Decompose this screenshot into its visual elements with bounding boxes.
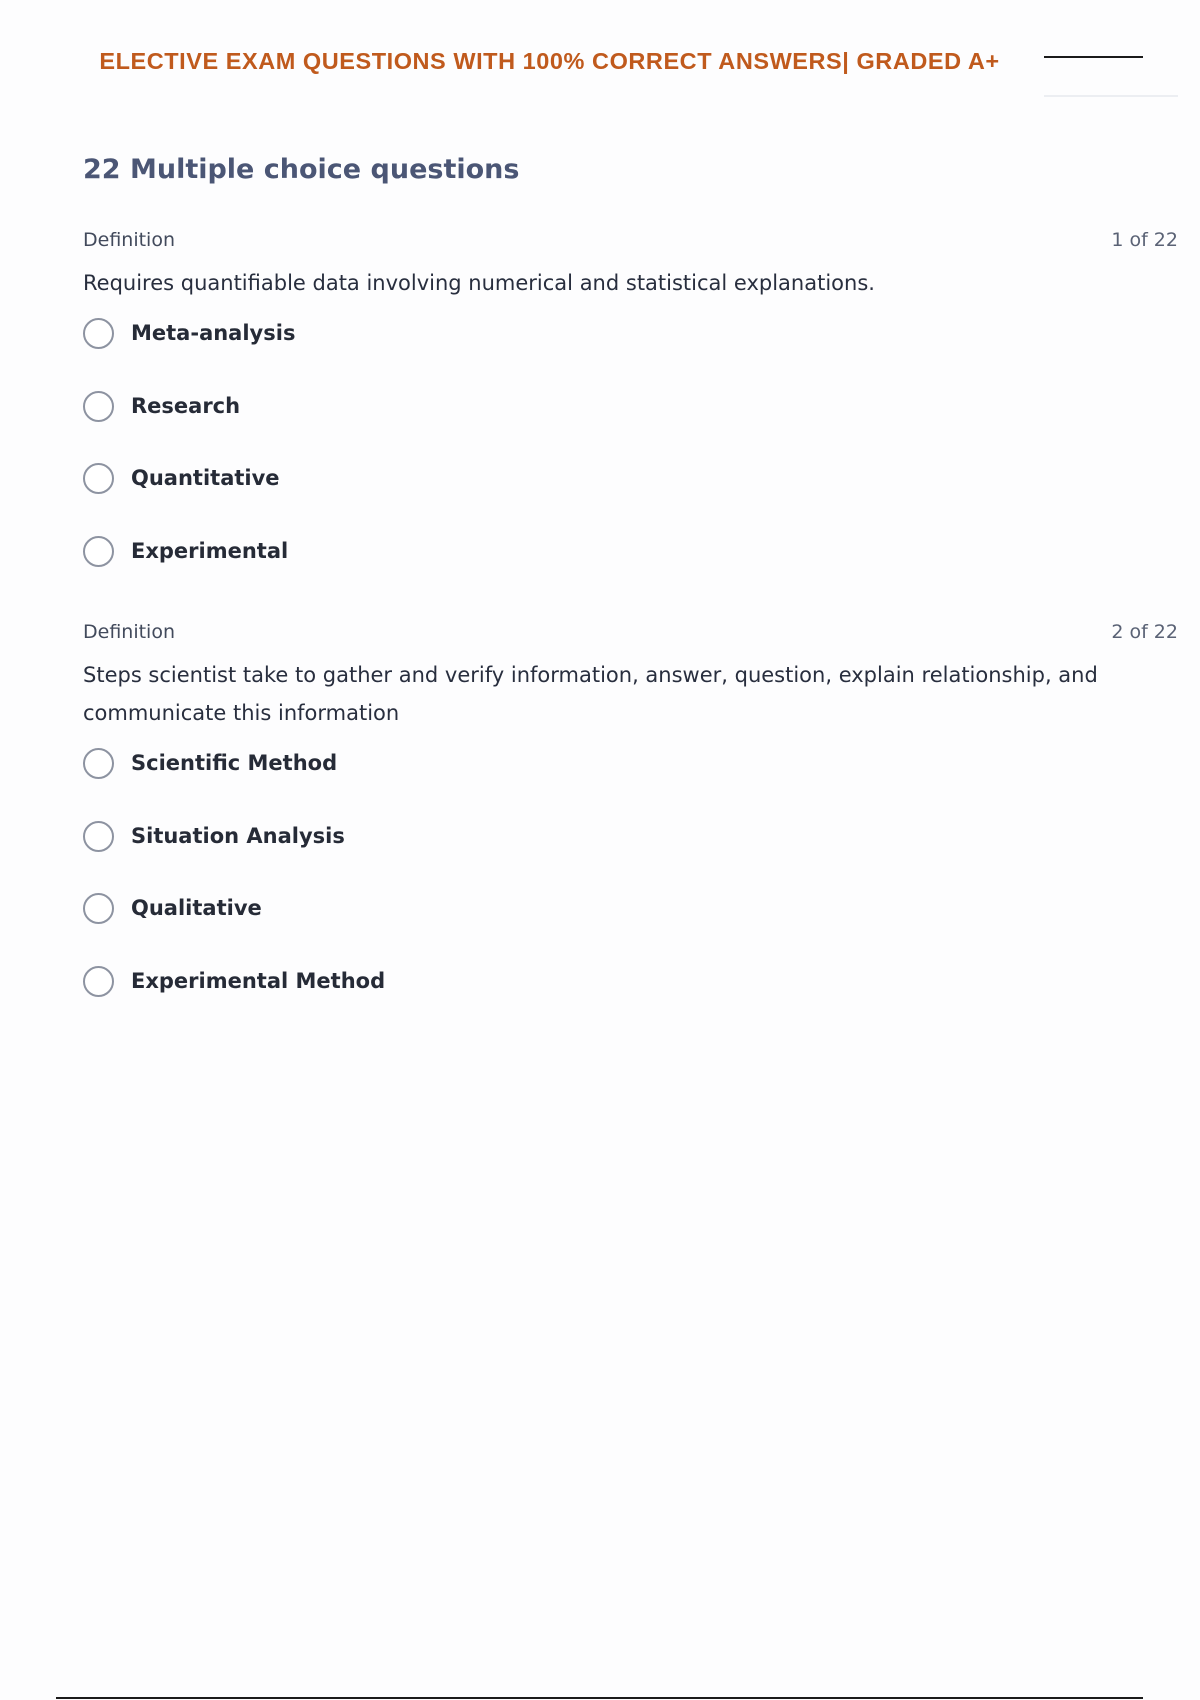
answer-option[interactable] bbox=[83, 536, 1178, 609]
answer-option[interactable] bbox=[83, 318, 1178, 391]
answer-option-label: Experimental Method bbox=[131, 969, 386, 994]
answer-option[interactable] bbox=[83, 821, 1178, 894]
answer-option-label: Experimental bbox=[131, 539, 289, 564]
answer-options bbox=[83, 318, 1178, 609]
radio-button[interactable] bbox=[83, 536, 114, 567]
question-type-label: Definition bbox=[83, 621, 176, 643]
question-meta bbox=[83, 227, 1178, 253]
radio-button[interactable] bbox=[83, 463, 114, 494]
answer-options bbox=[83, 748, 1178, 1039]
radio-button[interactable] bbox=[83, 391, 114, 422]
question-prompt: Requires quantifiable data involving numerical and statistical explanations. bbox=[83, 271, 875, 295]
question-2 bbox=[83, 619, 1178, 1039]
radio-button[interactable] bbox=[83, 966, 114, 997]
radio-button[interactable] bbox=[83, 893, 114, 924]
answer-option[interactable] bbox=[83, 966, 1178, 1039]
header-rule bbox=[1044, 56, 1143, 58]
question-1 bbox=[83, 227, 1178, 609]
question-counter: 2 of 22 bbox=[1111, 621, 1178, 643]
answer-option[interactable] bbox=[83, 391, 1178, 464]
answer-option[interactable] bbox=[83, 748, 1178, 821]
question-meta bbox=[83, 619, 1178, 645]
footer-rule bbox=[56, 1697, 1143, 1699]
answer-option-label: Situation Analysis bbox=[131, 823, 345, 848]
question-type-label: Definition bbox=[83, 229, 176, 251]
header-rule-faint bbox=[1044, 95, 1178, 97]
answer-option-label: Scientific Method bbox=[131, 751, 338, 775]
answer-option[interactable] bbox=[83, 893, 1178, 966]
answer-option[interactable] bbox=[83, 463, 1178, 536]
radio-button[interactable] bbox=[83, 318, 114, 349]
question-counter: 1 of 22 bbox=[1111, 229, 1178, 251]
answer-option-label: Qualitative bbox=[131, 896, 262, 921]
document-title: ELECTIVE EXAM QUESTIONS WITH 100% CORRECT ANSWERS| GRADED A+ bbox=[99, 48, 1000, 74]
answer-option-label: Meta-analysis bbox=[131, 321, 296, 345]
radio-button[interactable] bbox=[83, 748, 114, 779]
section-heading: 22 Multiple choice questions bbox=[83, 154, 520, 185]
answer-option-label: Quantitative bbox=[131, 466, 280, 491]
question-prompt: Steps scientist take to gather and verify information, answer, question, explain relationship, and communicate this information bbox=[83, 663, 1098, 725]
document-header bbox=[0, 38, 1200, 118]
answer-option-label: Research bbox=[131, 393, 241, 418]
radio-button[interactable] bbox=[83, 821, 114, 852]
